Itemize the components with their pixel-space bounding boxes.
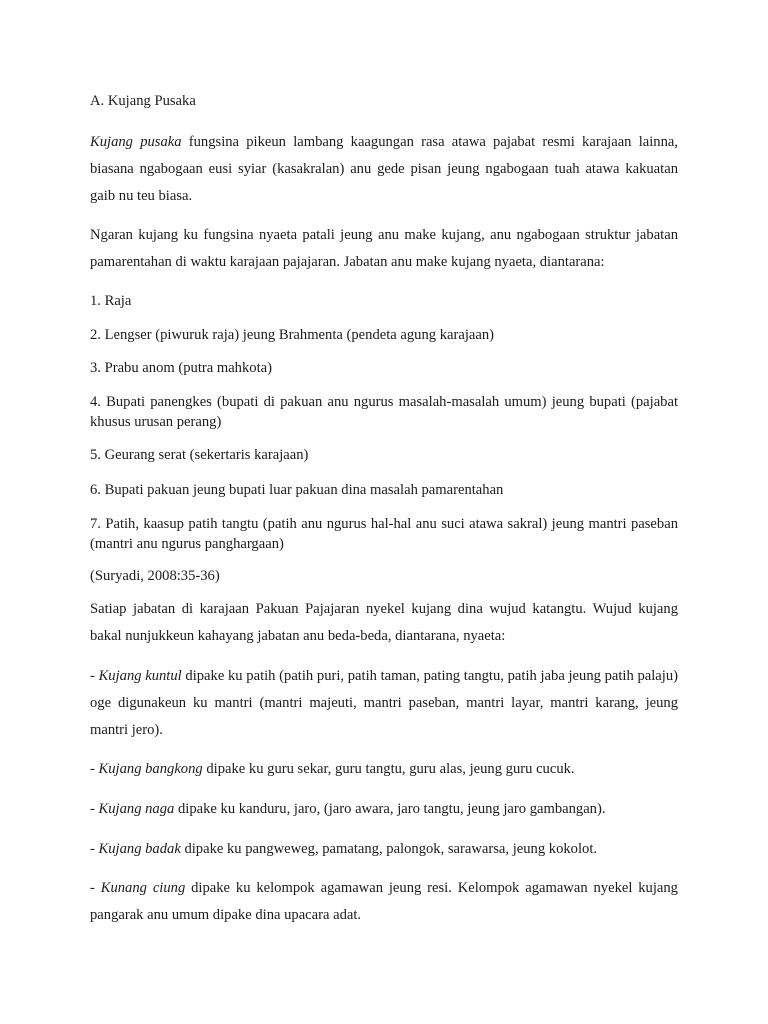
kujang-type-item (90, 836, 678, 863)
list-item: 6. Bupati pakuan jeung bupati luar pakuan dina masalah pamarentahan (90, 482, 504, 498)
list-item: 3. Prabu anom (putra mahkota) (90, 360, 272, 376)
term-kunang-ciung: Kunang ciung (100, 880, 186, 896)
list-item: 1. Raja (90, 293, 132, 309)
list-item: 7. Patih, kaasup patih tangtu (patih anu ngurus hal-hal anu suci atawa sakral) jeung mantri paseban (mantri anu ngurus panghargaan) (90, 516, 678, 552)
paragraph-kujang-pusaka (90, 129, 678, 210)
item-text: dipake ku guru sekar, guru tangtu, guru alas, jeung guru cucuk. (202, 761, 575, 777)
list-item: 5. Geurang serat (sekertaris karajaan) (90, 447, 309, 463)
item-text: dipake ku kanduru, jaro, (jaro awara, jaro tangtu, jeung jaro gambangan). (174, 801, 606, 817)
item-dash: - (90, 801, 99, 817)
kujang-type-item (90, 756, 678, 783)
item-text: dipake ku pangweweg, pamatang, palongok, sarawarsa, jeung kokolot. (180, 841, 598, 857)
kujang-type-item (90, 875, 678, 929)
term-kujang-naga: Kujang naga (98, 801, 175, 817)
item-text: dipake ku patih (patih puri, patih taman, pating tangtu, patih jaba jeung patih palaju) oge digunakeun ku mantri (mantri majeuti, mantri paseban, mantri layar, mantri karang, jeung mantri jero). (90, 668, 678, 738)
kujang-type-item (90, 796, 678, 823)
item-dash: - (90, 761, 99, 777)
kujang-type-item (90, 663, 678, 744)
list-item: 4. Bupati panengkes (bupati di pakuan anu ngurus masalah-masalah umum) jeung bupati (pajabat khusus urusan perang) (90, 394, 678, 430)
citation: (Suryadi, 2008:35-36) (90, 568, 220, 584)
item-dash: - (90, 880, 101, 896)
item-dash: - (90, 668, 99, 684)
item-dash: - (90, 841, 99, 857)
paragraph-ngaran-kujang: Ngaran kujang ku fungsina nyaeta patali jeung anu make kujang, anu ngabogaan struktur jabatan pamarentahan di waktu karajaan pajajaran. Jabatan anu make kujang nyaeta, diantarana: (90, 227, 678, 270)
paragraph-satiap-jabatan: Satiap jabatan di karajaan Pakuan Pajajaran nyekel kujang dina wujud katangtu. Wujud kujang bakal nunjukkeun kahayang jabatan anu beda-beda, diantarana, nyaeta: (90, 601, 678, 644)
term-kujang-kuntul: Kujang kuntul (98, 668, 182, 684)
term-kujang-pusaka: Kujang pusaka (90, 134, 182, 150)
section-heading: A. Kujang Pusaka (90, 93, 196, 109)
list-item: 2. Lengser (piwuruk raja) jeung Brahmenta (pendeta agung karajaan) (90, 327, 494, 343)
term-kujang-badak: Kujang badak (98, 841, 181, 857)
term-kujang-bangkong: Kujang bangkong (98, 761, 203, 777)
paragraph-text: fungsina pikeun lambang kaagungan rasa atawa pajabat resmi karajaan lainna, biasana ngabogaan eusi syiar (kasakralan) anu gede pisan jeung ngabogaan tuah atawa kakuatan gaib nu teu biasa. (90, 134, 679, 204)
item-text: dipake ku kelompok agamawan jeung resi. Kelompok agamawan nyekel kujang pangarak anu umum dipake dina upacara adat. (90, 880, 678, 923)
